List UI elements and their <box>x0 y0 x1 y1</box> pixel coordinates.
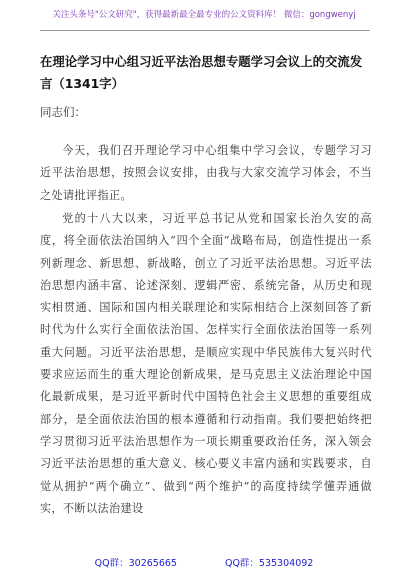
header-divider <box>40 30 370 31</box>
document-title: 在理论学习中心组习近平法治思想专题学习会议上的交流发言（1341字） <box>40 54 363 91</box>
footer-qq-group-2: QQ群：535304092 <box>224 558 314 569</box>
header-promo-note: 关注头条号"公文研究"，获得最新最全最专业的公文资料库！ 微信：gongwenyj <box>52 10 356 20</box>
body-paragraph-1: 今天，我们召开理论学习中心组集中学习会议，专题学习习近平法治思想，按照会议安排，由我与大家交流学习体会，不当之处请批评指正。 <box>40 144 372 202</box>
body-paragraph-2: 党的十八大以来，习近平总书记从党和国家长治久安的高度，将全面依法治国纳入“四个全面”战略布局，创造性提出一系列新理念、新思想、新战略，创立了习近平法治思想。习近平法治思想内涵丰富、论述深刻、逻辑严密、系统完备，从历史和现实相贯通、国际和国内相关联理论和实际相结合上深刻回答了新时代为什么实行全面依法治国、怎样实行全面依法治国等一系列重大问题。习近平法治思想，是顺应实现中华民族伟大复兴时代要求应运而生的重大理论创新成果，是马克思主义法治理论中国化最新成果，是习近平新时代中国特色社会主义思想的重要组成部分，是全面依法治国的根本遵循和行动指南。我们要把始终把学习贯彻习近平法治思想作为一项长期重要政治任务，深入领会习近平法治思想的重大意义、核心要义丰富内涵和实践要求，自觉从拥护“两个确立”、做到“两个维护”的高度持续学懂弄通做实，不断以法治建设 <box>40 212 372 515</box>
salutation: 同志们： <box>40 105 86 119</box>
footer <box>0 555 408 569</box>
footer-qq-group-1: QQ群：30265665 <box>94 558 177 569</box>
